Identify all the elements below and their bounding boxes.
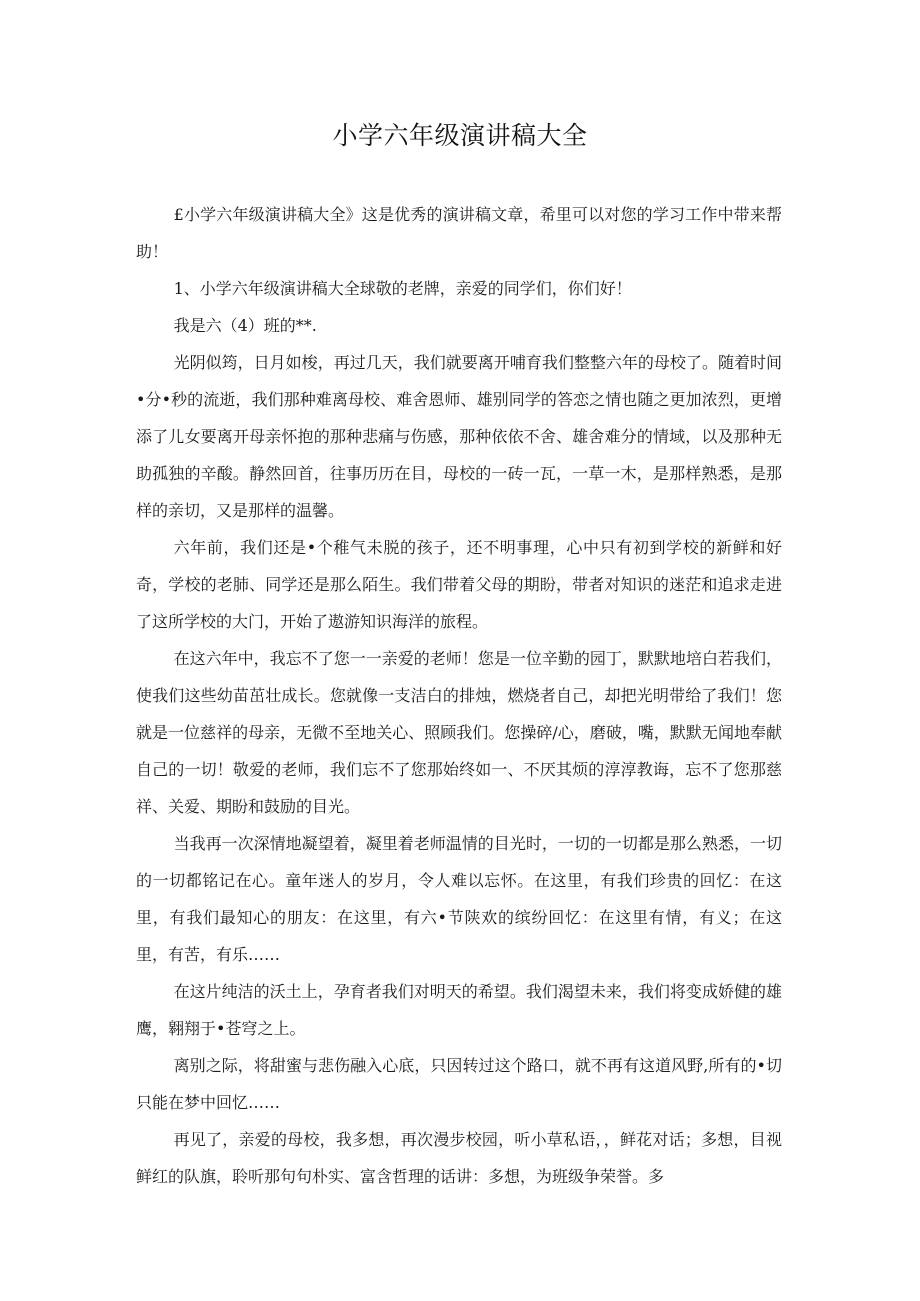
paragraph-farewell: 离别之际，将甜蜜与悲伤融入心底，只因转过这个路口，就不再有这道风野,所有的•切只能在梦中回忆……	[136, 1056, 782, 1112]
paragraph-goodbye: 再见了，亲爱的母校，我多想，再次漫步校园，听小草私语，，鲜花对话；多想，目视鲜红的队旗，聆听那句句朴实、富含哲理的话讲：多想，为班级争荣誉。多	[136, 1130, 782, 1186]
paragraph-heading-1: 1、小学六年级演讲稿大全球敬的老牌，亲爱的同学们，你们好！	[173, 279, 632, 298]
paragraph-six-years-ago: 六年前，我们还是•个稚气未脱的孩子，还不明事理，心中只有初到学校的新鲜和好奇，学校的老肺、同学还是那么陌生。我们带着父母的期盼，带者对知识的迷茫和追求走进了这所学校的大门，开始了遨游知识海洋的旅程。	[136, 538, 782, 631]
paragraph-time-passing: 光阴似筠，日月如梭，再过几天，我们就要离开哺育我们整整六年的母校了。随着时间•分•秒的流逝，我们那种难离母校、难舍恩师、雄别同学的答恋之情也随之更加浓烈，更增添了儿女要离开母亲怀抱的那种悲痛与伤感，那种依依不舍、雄舍难分的情域，以及那种无助孤独的辛酸。静然回首，往事历历在目，母校的一砖一瓦，一草一木，是那样熟悉，是那样的亲切，又是那样的温馨。	[136, 353, 782, 520]
paragraph-teacher: 在这六年中，我忘不了您一一亲爱的老师！您是一位辛勤的园丁，默默地培白若我们，使我们这些幼苗茁壮成长。您就像一支洁白的排烛，燃烧者自己，却把光明带给了我们！您就是一位慈祥的母亲，无微不至地关心、照顾我们。您操碎/心，磨破，嘴，默默无闻地奉献自己的一切！敬爱的老师，我们忘不了您那始终如一、不厌其烦的淳淳教诲，忘不了您那慈祥、关爱、期盼和鼓励的目光。	[136, 649, 782, 816]
paragraph-hope: 在这片纯洁的沃土上，孕育者我们对明天的希望。我们渴望未来，我们将变成娇健的雄鹰，翱翔于•苍穹之上。	[136, 982, 782, 1038]
paragraph-memories: 当我再一次深情地凝望着，凝里着老师温情的目光时，一切的一切都是那么熟悉，一切的一切都铭记在心。童年迷人的岁月，令人难以忘怀。在这里，有我们珍贵的回忆：在这里，有我们最知心的朋友：在这里，有六•节陕欢的缤纷回忆：在这里有情，有义；在这里，有苦，有乐……	[136, 834, 782, 964]
document-body	[136, 196, 782, 1195]
paragraph-self-intro: 我是六（4）班的**.	[173, 316, 317, 335]
paragraph-intro: £小学六年级演讲稿大全》这是优秀的演讲稿文章，希里可以对您的学习工作中带来帮助！	[136, 205, 782, 261]
document-title: 小学六年级演讲稿大全	[332, 121, 588, 150]
